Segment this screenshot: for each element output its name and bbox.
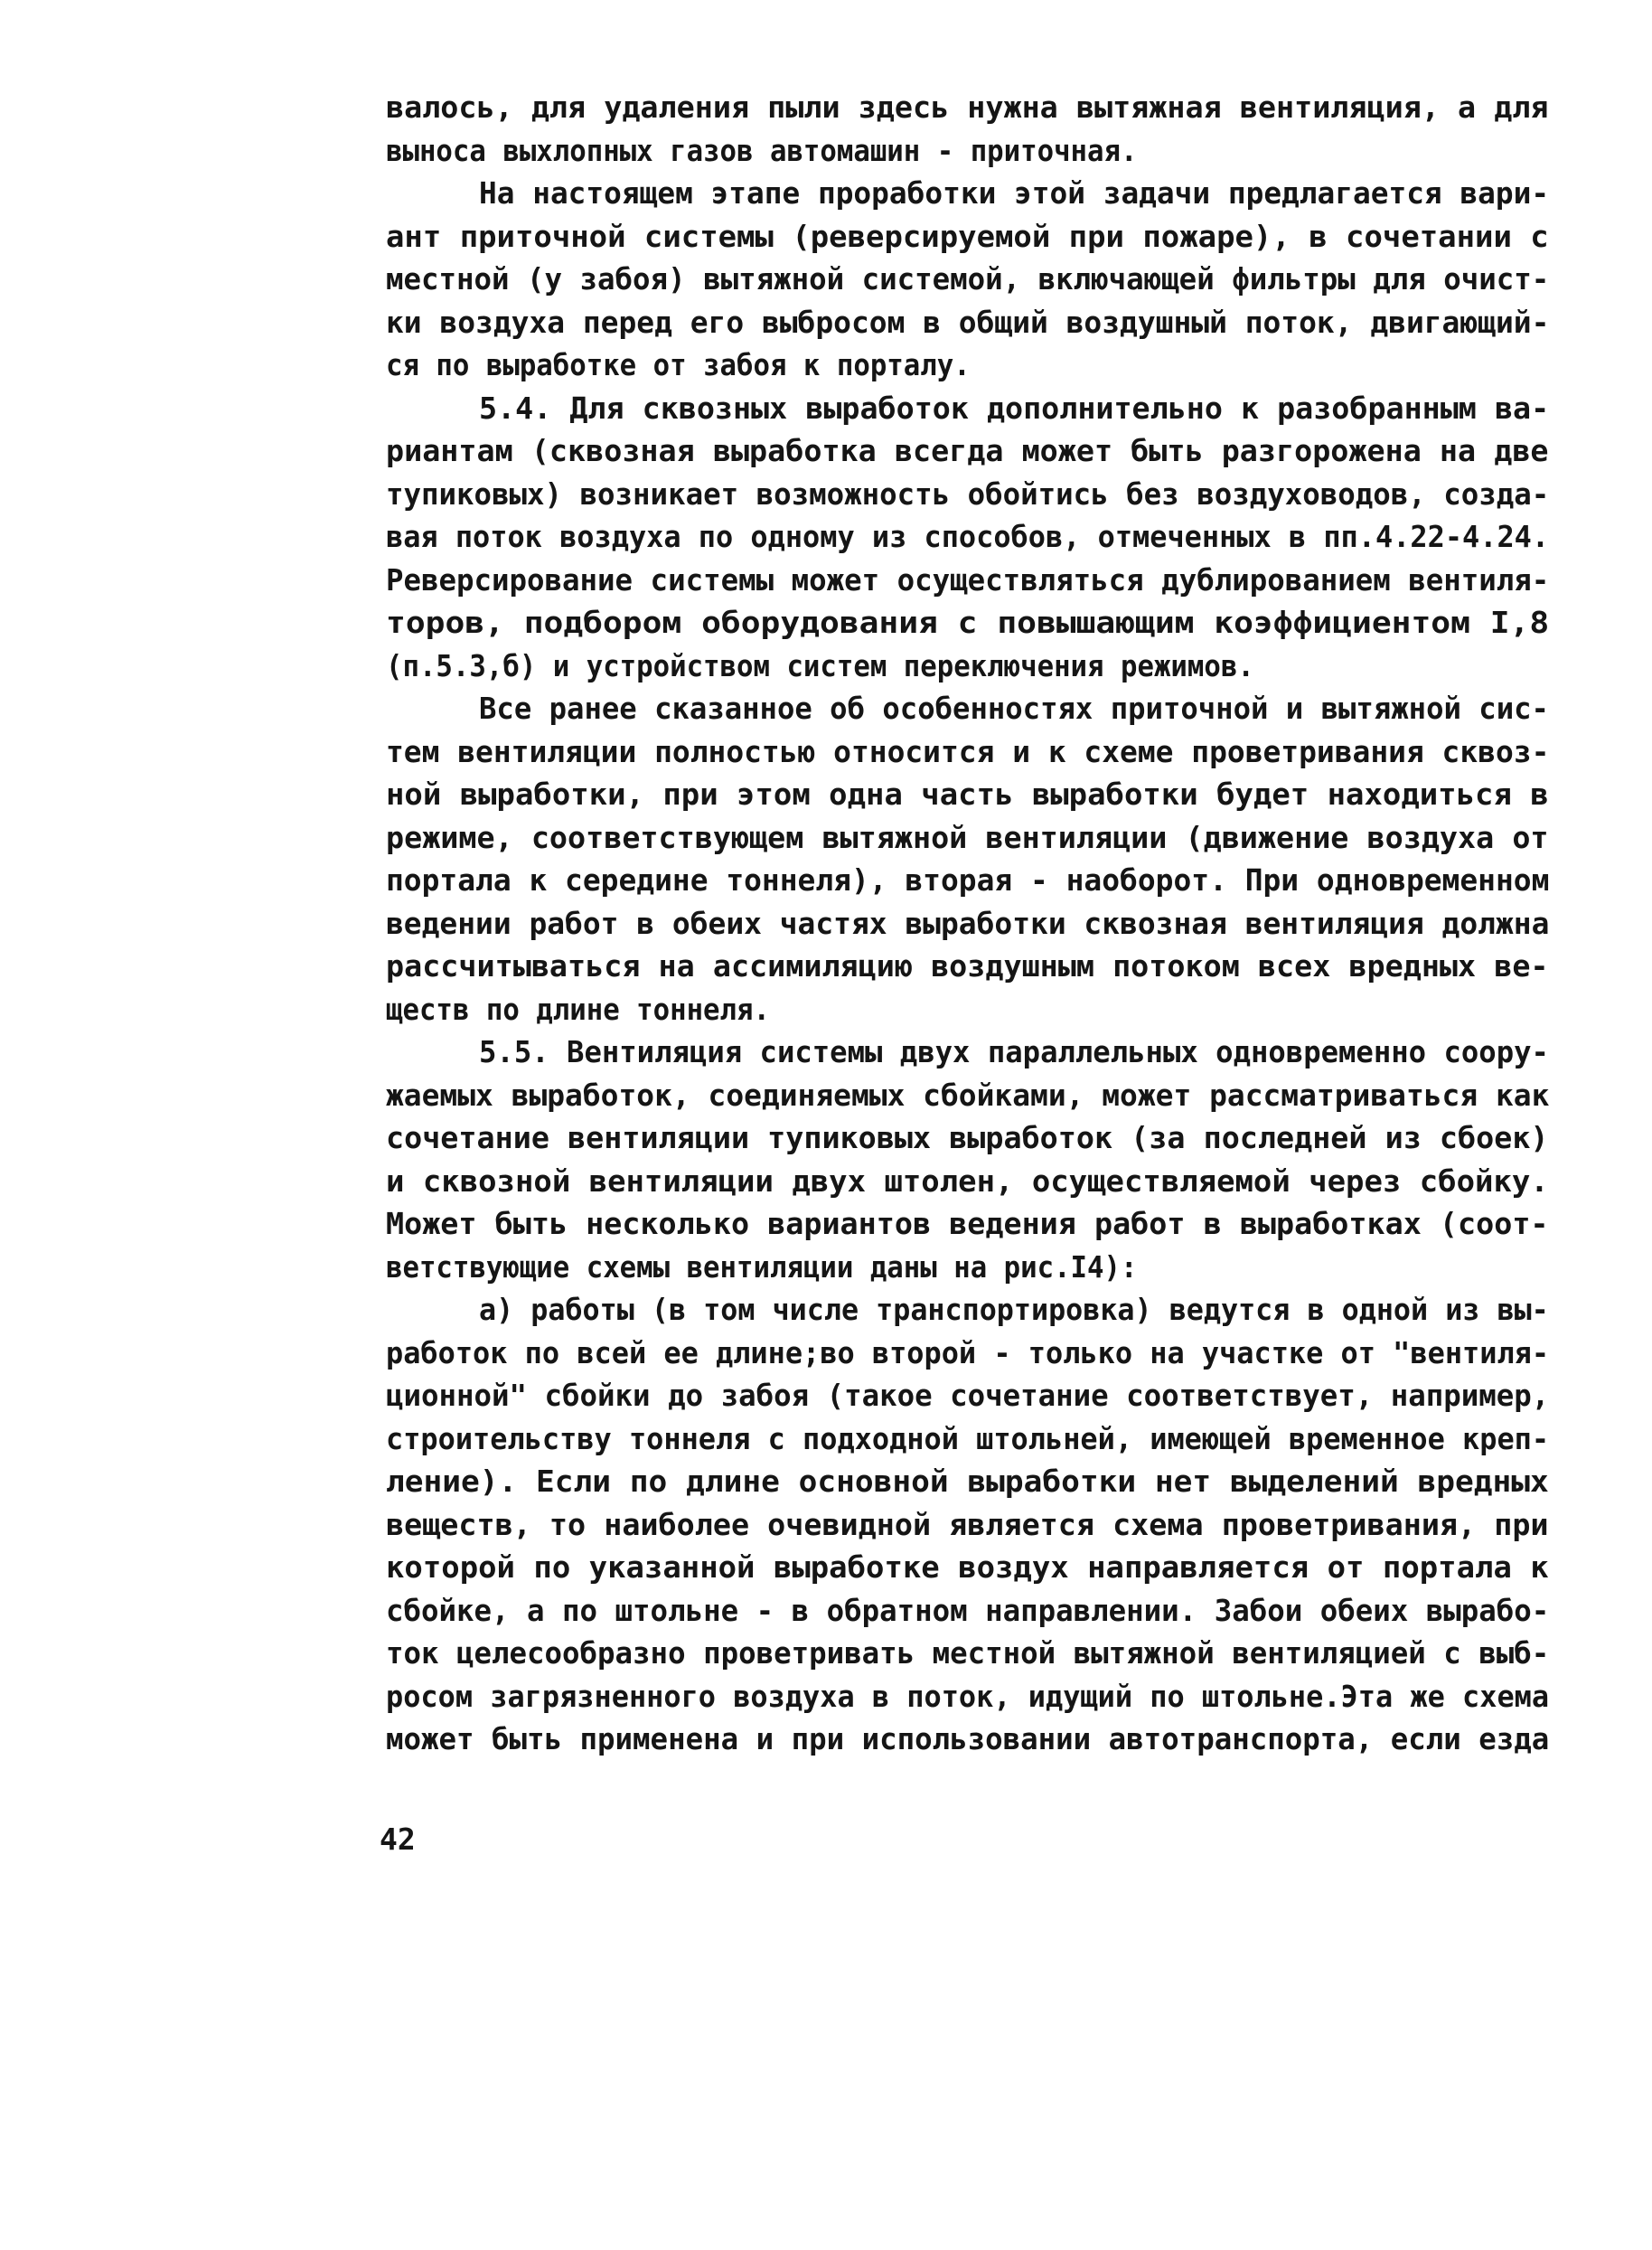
- text-line: росом загрязненного воздуха в поток, идущий по штольне.Эта же схема: [386, 1678, 1550, 1714]
- text-line: ционной" сбойки до забоя (такое сочетание соответствует, например,: [386, 1378, 1550, 1413]
- text-line: портала к середине тоннеля), вторая - наоборот. При одновременном: [386, 862, 1550, 898]
- text-line: ся по выработке от забоя к порталу.: [386, 347, 971, 382]
- text-line: сбойке, а по штольне - в обратном направлении. Забои обеих вырабо-: [386, 1592, 1550, 1628]
- text-line: режиме, соответствующем вытяжной вентиляции (движение воздуха от: [386, 819, 1549, 855]
- text-line: ток целесообразно проветривать местной вытяжной вентиляцией с выб-: [386, 1635, 1550, 1671]
- text-line: торов, подбором оборудования с повышающим коэффициентом I,8: [386, 605, 1550, 640]
- text-line: Все ранее сказанное об особенностях приточной и вытяжной сис-: [479, 691, 1549, 726]
- text-line: ведении работ в обеих частях выработки сквозная вентиляция должна: [386, 905, 1550, 941]
- page-number: 42: [380, 1822, 416, 1857]
- text-line: и сквозной вентиляции двух штолен, осуществляемой через сбойку.: [386, 1163, 1549, 1199]
- text-line: Реверсирование системы может осуществляться дублированием вентиля-: [386, 561, 1550, 598]
- text-line: На настоящем этапе проработки этой задачи предлагается вари-: [479, 175, 1550, 211]
- text-line: сочетание вентиляции тупиковых выработок (за последней из сбоек): [386, 1120, 1549, 1155]
- text-line: вая поток воздуха по одному из способов, отмеченных в пп.4.22-4.24.: [386, 519, 1550, 554]
- text-line: ки воздуха перед его выбросом в общий воздушный поток, двигающий-: [386, 304, 1550, 340]
- text-line: ление). Если по длине основной выработки нет выделений вредных: [386, 1464, 1549, 1499]
- text-line: ществ по длине тоннеля.: [386, 991, 770, 1027]
- text-line: а) работы (в том числе транспортировка) ведутся в одной из вы-: [479, 1292, 1549, 1327]
- text-line: Может быть несколько вариантов ведения работ в выработках (соот-: [386, 1206, 1549, 1241]
- text-line: строительству тоннеля с подходной штольней, имеющей временное креп-: [386, 1420, 1550, 1456]
- text-line: местной (у забоя) вытяжной системой, включающей фильтры для очист-: [386, 261, 1550, 297]
- text-line: риантам (сквозная выработка всегда может быть разгорожена на две: [386, 433, 1549, 468]
- text-line: рассчитываться на ассимиляцию воздушным потоком всех вредных ве-: [386, 948, 1549, 984]
- text-line: работок по всей ее длине;во второй - только на участке от "вентиля-: [386, 1334, 1550, 1370]
- text-line: которой по указанной выработке воздух направляется от портала к: [386, 1549, 1549, 1585]
- text-line: 5.4. Для сквозных выработок дополнительно к разобранным ва-: [479, 390, 1550, 426]
- text-line: выноса выхлопных газов автомашин - приточная.: [386, 132, 1138, 168]
- text-line: тупиковых) возникает возможность обойтись без воздуховодов, созда-: [386, 475, 1550, 512]
- text-line: веществ, то наиболее очевидной является схема проветривания, при: [386, 1506, 1549, 1542]
- text-line: валось, для удаления пыли здесь нужна вытяжная вентиляция, а для: [386, 89, 1549, 125]
- text-line: 5.5. Вентиляция системы двух параллельных одновременно соору-: [479, 1034, 1549, 1069]
- text-line: (п.5.3,б) и устройством систем переключения режимов.: [386, 647, 1254, 683]
- text-line: ной выработки, при этом одна часть выработки будет находиться в: [386, 777, 1549, 812]
- text-line: тем вентиляции полностью относится и к схеме проветривания сквоз-: [386, 733, 1550, 769]
- text-line: жаемых выработок, соединяемых сбойками, может рассматриваться как: [386, 1077, 1550, 1113]
- text-line: ветствующие схемы вентиляции даны на рис.I4):: [386, 1248, 1138, 1285]
- text-line: может быть применена и при использовании автотранспорта, если езда: [386, 1721, 1550, 1756]
- text-line: ант приточной системы (реверсируемой при пожаре), в сочетании с: [386, 218, 1549, 254]
